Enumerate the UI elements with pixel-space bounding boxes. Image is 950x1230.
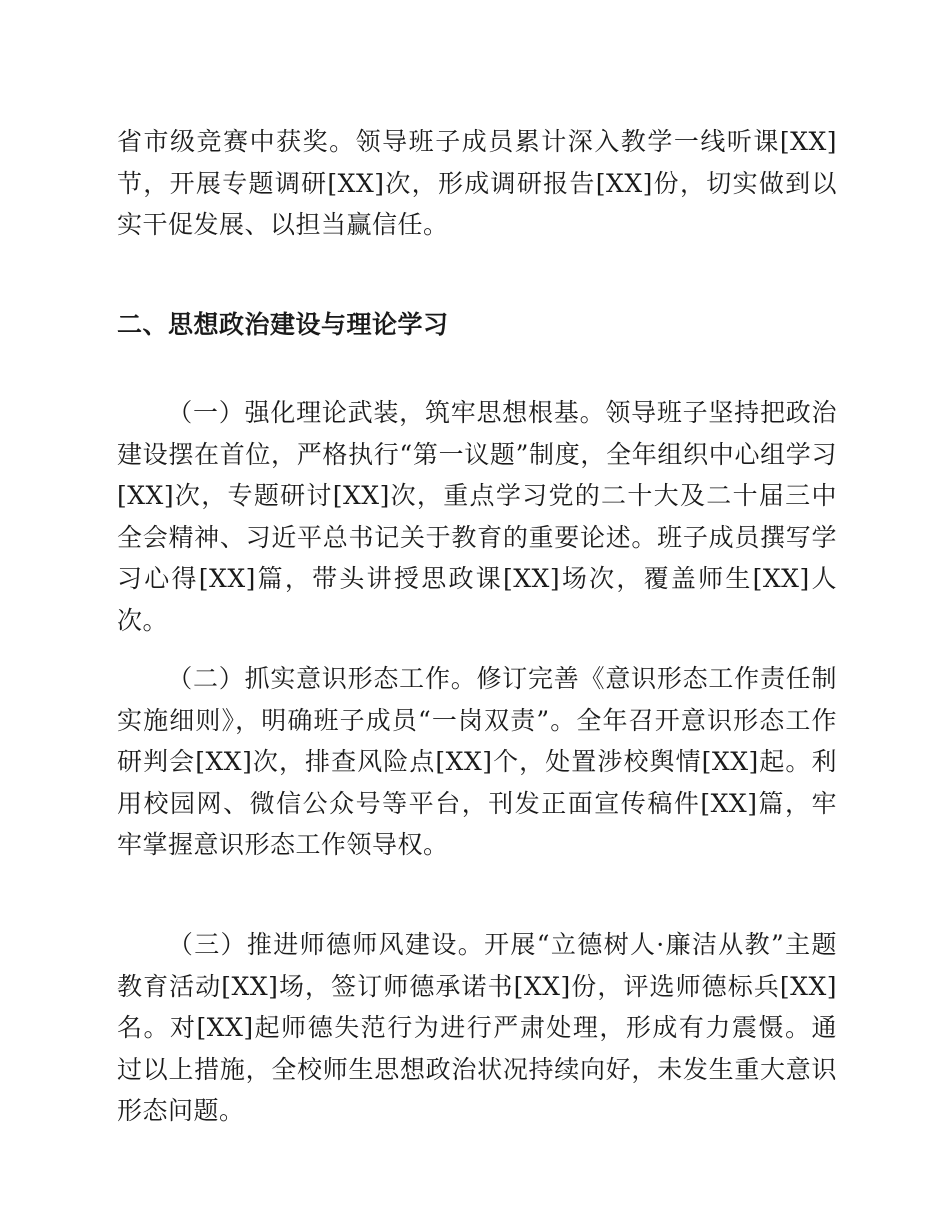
paragraph-text: （三）推进师德师风建设。开展“立德树人·廉洁从教”主题教育活动[XX]场，签订师德承诺书[XX]份，评选师德标兵[XX]名。对[XX]起师德失范行为进行严肃处理，形成有力震慑。通过以上措施，全校师生思想政治状况持续向好，未发生重大意识形态问题。 — [117, 930, 837, 1125]
paragraph-teacher-ethics — [117, 924, 837, 1132]
paragraph-ideology-work — [117, 658, 837, 866]
intro-paragraph: 省市级竞赛中获奖。领导班子成员累计深入教学一线听课[XX]节，开展专题调研[XX]次，形成调研报告[XX]份，切实做到以实干促发展、以担当赢信任。 — [117, 127, 837, 239]
section-heading: 二、思想政治建设与理论学习 — [117, 310, 449, 339]
paragraph-text: （二）抓实意识形态工作。修订完善《意识形态工作责任制实施细则》，明确班子成员“一岗双责”。全年召开意识形态工作研判会[XX]次，排查风险点[XX]个，处置涉校舆情[XX]起。利用校园网、微信公众号等平台，刊发正面宣传稿件[XX]篇，牢牢掌握意识形态工作领导权。 — [117, 664, 837, 859]
paragraph-theory-study — [117, 392, 837, 641]
paragraph-text: （一）强化理论武装，筑牢思想根基。领导班子坚持把政治建设摆在首位，严格执行“第一议题”制度，全年组织中心组学习[XX]次，专题研讨[XX]次，重点学习党的二十大及二十届三中全会精神、习近平总书记关于教育的重要论述。班子成员撰写学习心得[XX]篇，带头讲授思政课[XX]场次，覆盖师生[XX]人次。 — [117, 398, 837, 635]
